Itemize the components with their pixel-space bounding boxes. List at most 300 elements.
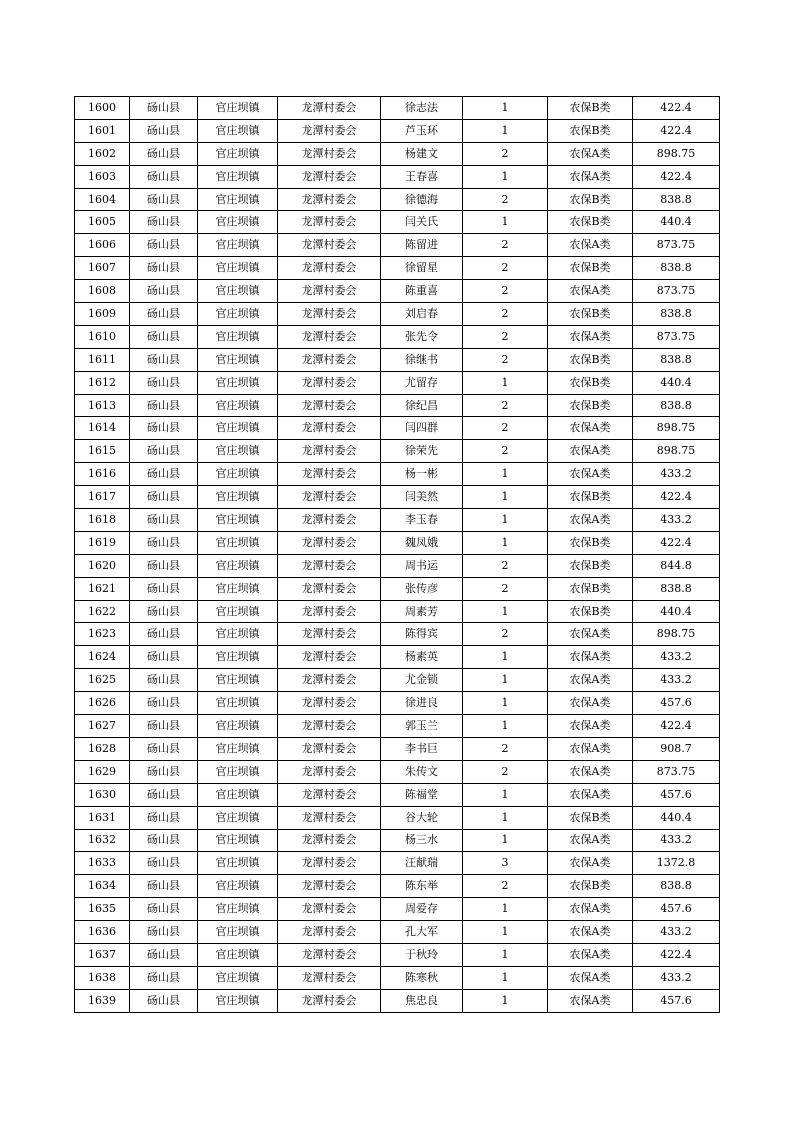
household-count-cell: 1 [463,97,548,120]
village-committee-cell: 龙潭村委会 [278,348,381,371]
insurance-type-cell: 农保A类 [548,440,633,463]
town-cell: 官庄坝镇 [198,325,278,348]
insurance-type-cell: 农保A类 [548,280,633,303]
amount-cell: 898.75 [633,440,720,463]
roster-table [74,96,720,1013]
county-cell: 砀山县 [130,325,198,348]
name-cell: 郭玉兰 [381,715,463,738]
table-row [75,119,720,142]
row-number-cell: 1604 [75,188,130,211]
village-committee-cell: 龙潭村委会 [278,119,381,142]
county-cell: 砀山县 [130,715,198,738]
row-number-cell: 1601 [75,119,130,142]
row-number-cell: 1614 [75,417,130,440]
amount-cell: 440.4 [633,806,720,829]
town-cell: 官庄坝镇 [198,669,278,692]
village-committee-cell: 龙潭村委会 [278,921,381,944]
amount-cell: 440.4 [633,600,720,623]
household-count-cell: 2 [463,440,548,463]
village-committee-cell: 龙潭村委会 [278,280,381,303]
amount-cell: 844.8 [633,554,720,577]
table-row [75,486,720,509]
household-count-cell: 1 [463,829,548,852]
insurance-type-cell: 农保A类 [548,325,633,348]
village-committee-cell: 龙潭村委会 [278,394,381,417]
row-number-cell: 1631 [75,806,130,829]
row-number-cell: 1636 [75,921,130,944]
name-cell: 陈东举 [381,875,463,898]
name-cell: 徐纪昌 [381,394,463,417]
village-committee-cell: 龙潭村委会 [278,417,381,440]
table-row [75,463,720,486]
village-committee-cell: 龙潭村委会 [278,989,381,1012]
town-cell: 官庄坝镇 [198,188,278,211]
table-row [75,531,720,554]
amount-cell: 873.75 [633,234,720,257]
amount-cell: 1372.8 [633,852,720,875]
table-row [75,142,720,165]
village-committee-cell: 龙潭村委会 [278,577,381,600]
amount-cell: 422.4 [633,119,720,142]
household-count-cell: 2 [463,760,548,783]
town-cell: 官庄坝镇 [198,440,278,463]
household-count-cell: 2 [463,394,548,417]
row-number-cell: 1618 [75,509,130,532]
village-committee-cell: 龙潭村委会 [278,783,381,806]
insurance-type-cell: 农保A类 [548,692,633,715]
insurance-type-cell: 农保A类 [548,142,633,165]
town-cell: 官庄坝镇 [198,486,278,509]
amount-cell: 422.4 [633,165,720,188]
village-committee-cell: 龙潭村委会 [278,188,381,211]
insurance-type-cell: 农保B类 [548,531,633,554]
name-cell: 张先令 [381,325,463,348]
name-cell: 陈得宾 [381,623,463,646]
town-cell: 官庄坝镇 [198,715,278,738]
household-count-cell: 1 [463,921,548,944]
table-row [75,394,720,417]
household-count-cell: 1 [463,898,548,921]
name-cell: 杨素英 [381,646,463,669]
table-row [75,921,720,944]
household-count-cell: 2 [463,577,548,600]
name-cell: 徐荣先 [381,440,463,463]
row-number-cell: 1616 [75,463,130,486]
insurance-type-cell: 农保B类 [548,875,633,898]
household-count-cell: 2 [463,257,548,280]
table-row [75,715,720,738]
name-cell: 焦忠良 [381,989,463,1012]
row-number-cell: 1620 [75,554,130,577]
household-count-cell: 1 [463,165,548,188]
table-row [75,692,720,715]
county-cell: 砀山县 [130,921,198,944]
table-row [75,943,720,966]
row-number-cell: 1617 [75,486,130,509]
insurance-type-cell: 农保B类 [548,119,633,142]
county-cell: 砀山县 [130,531,198,554]
table-body [75,97,720,1013]
insurance-type-cell: 农保A类 [548,760,633,783]
row-number-cell: 1624 [75,646,130,669]
table-row [75,852,720,875]
insurance-type-cell: 农保A类 [548,165,633,188]
town-cell: 官庄坝镇 [198,600,278,623]
town-cell: 官庄坝镇 [198,921,278,944]
insurance-type-cell: 农保B类 [548,806,633,829]
county-cell: 砀山县 [130,875,198,898]
row-number-cell: 1612 [75,371,130,394]
village-committee-cell: 龙潭村委会 [278,234,381,257]
town-cell: 官庄坝镇 [198,394,278,417]
name-cell: 王春喜 [381,165,463,188]
insurance-type-cell: 农保B类 [548,486,633,509]
county-cell: 砀山县 [130,280,198,303]
county-cell: 砀山县 [130,989,198,1012]
name-cell: 徐德海 [381,188,463,211]
household-count-cell: 1 [463,119,548,142]
village-committee-cell: 龙潭村委会 [278,486,381,509]
village-committee-cell: 龙潭村委会 [278,646,381,669]
town-cell: 官庄坝镇 [198,760,278,783]
insurance-type-cell: 农保A类 [548,989,633,1012]
amount-cell: 457.6 [633,989,720,1012]
name-cell: 芦玉环 [381,119,463,142]
county-cell: 砀山县 [130,234,198,257]
village-committee-cell: 龙潭村委会 [278,737,381,760]
table-row [75,165,720,188]
table-row [75,554,720,577]
amount-cell: 908.7 [633,737,720,760]
insurance-type-cell: 农保A类 [548,463,633,486]
name-cell: 徐继书 [381,348,463,371]
insurance-type-cell: 农保B类 [548,371,633,394]
row-number-cell: 1634 [75,875,130,898]
row-number-cell: 1606 [75,234,130,257]
table-row [75,371,720,394]
insurance-type-cell: 农保A类 [548,623,633,646]
name-cell: 闫美然 [381,486,463,509]
row-number-cell: 1607 [75,257,130,280]
insurance-type-cell: 农保A类 [548,234,633,257]
amount-cell: 838.8 [633,188,720,211]
insurance-type-cell: 农保A类 [548,783,633,806]
amount-cell: 898.75 [633,623,720,646]
row-number-cell: 1610 [75,325,130,348]
row-number-cell: 1611 [75,348,130,371]
amount-cell: 873.75 [633,280,720,303]
insurance-type-cell: 农保B类 [548,348,633,371]
household-count-cell: 1 [463,669,548,692]
amount-cell: 433.2 [633,646,720,669]
row-number-cell: 1605 [75,211,130,234]
town-cell: 官庄坝镇 [198,989,278,1012]
table-row [75,417,720,440]
name-cell: 徐志法 [381,97,463,120]
row-number-cell: 1630 [75,783,130,806]
town-cell: 官庄坝镇 [198,371,278,394]
name-cell: 汪献瑞 [381,852,463,875]
table-row [75,966,720,989]
amount-cell: 838.8 [633,875,720,898]
household-count-cell: 1 [463,486,548,509]
amount-cell: 433.2 [633,509,720,532]
town-cell: 官庄坝镇 [198,348,278,371]
town-cell: 官庄坝镇 [198,806,278,829]
household-count-cell: 2 [463,142,548,165]
table-row [75,875,720,898]
amount-cell: 873.75 [633,760,720,783]
household-count-cell: 2 [463,303,548,326]
town-cell: 官庄坝镇 [198,852,278,875]
insurance-type-cell: 农保A类 [548,852,633,875]
town-cell: 官庄坝镇 [198,165,278,188]
table-row [75,188,720,211]
name-cell: 徐留星 [381,257,463,280]
village-committee-cell: 龙潭村委会 [278,875,381,898]
table-row [75,234,720,257]
household-count-cell: 1 [463,211,548,234]
town-cell: 官庄坝镇 [198,577,278,600]
amount-cell: 440.4 [633,211,720,234]
village-committee-cell: 龙潭村委会 [278,325,381,348]
amount-cell: 838.8 [633,577,720,600]
name-cell: 于秋玲 [381,943,463,966]
county-cell: 砀山县 [130,394,198,417]
table-row [75,325,720,348]
household-count-cell: 1 [463,806,548,829]
name-cell: 徐进良 [381,692,463,715]
town-cell: 官庄坝镇 [198,646,278,669]
table-row [75,348,720,371]
table-row [75,577,720,600]
household-count-cell: 2 [463,623,548,646]
row-number-cell: 1622 [75,600,130,623]
village-committee-cell: 龙潭村委会 [278,669,381,692]
amount-cell: 422.4 [633,97,720,120]
county-cell: 砀山县 [130,806,198,829]
county-cell: 砀山县 [130,829,198,852]
village-committee-cell: 龙潭村委会 [278,440,381,463]
village-committee-cell: 龙潭村委会 [278,463,381,486]
household-count-cell: 2 [463,737,548,760]
name-cell: 陈重喜 [381,280,463,303]
amount-cell: 838.8 [633,257,720,280]
town-cell: 官庄坝镇 [198,692,278,715]
name-cell: 谷大轮 [381,806,463,829]
town-cell: 官庄坝镇 [198,623,278,646]
name-cell: 张传彦 [381,577,463,600]
county-cell: 砀山县 [130,577,198,600]
village-committee-cell: 龙潭村委会 [278,165,381,188]
insurance-type-cell: 农保A类 [548,898,633,921]
row-number-cell: 1627 [75,715,130,738]
town-cell: 官庄坝镇 [198,966,278,989]
household-count-cell: 2 [463,875,548,898]
town-cell: 官庄坝镇 [198,509,278,532]
village-committee-cell: 龙潭村委会 [278,142,381,165]
town-cell: 官庄坝镇 [198,257,278,280]
insurance-type-cell: 农保B类 [548,97,633,120]
insurance-type-cell: 农保A类 [548,669,633,692]
table-row [75,760,720,783]
town-cell: 官庄坝镇 [198,554,278,577]
household-count-cell: 2 [463,280,548,303]
amount-cell: 422.4 [633,943,720,966]
insurance-type-cell: 农保A类 [548,509,633,532]
household-count-cell: 1 [463,989,548,1012]
amount-cell: 433.2 [633,921,720,944]
county-cell: 砀山县 [130,211,198,234]
amount-cell: 838.8 [633,348,720,371]
village-committee-cell: 龙潭村委会 [278,371,381,394]
county-cell: 砀山县 [130,257,198,280]
county-cell: 砀山县 [130,119,198,142]
row-number-cell: 1638 [75,966,130,989]
amount-cell: 433.2 [633,669,720,692]
insurance-type-cell: 农保B类 [548,257,633,280]
table-row [75,509,720,532]
household-count-cell: 1 [463,600,548,623]
village-committee-cell: 龙潭村委会 [278,715,381,738]
household-count-cell: 1 [463,531,548,554]
table-row [75,97,720,120]
insurance-type-cell: 农保B类 [548,554,633,577]
town-cell: 官庄坝镇 [198,303,278,326]
insurance-type-cell: 农保A类 [548,646,633,669]
household-count-cell: 2 [463,554,548,577]
county-cell: 砀山县 [130,303,198,326]
county-cell: 砀山县 [130,692,198,715]
household-count-cell: 1 [463,371,548,394]
amount-cell: 898.75 [633,142,720,165]
county-cell: 砀山县 [130,440,198,463]
row-number-cell: 1621 [75,577,130,600]
county-cell: 砀山县 [130,898,198,921]
county-cell: 砀山县 [130,142,198,165]
insurance-type-cell: 农保B类 [548,600,633,623]
name-cell: 周爱存 [381,898,463,921]
row-number-cell: 1632 [75,829,130,852]
insurance-type-cell: 农保A类 [548,921,633,944]
amount-cell: 433.2 [633,829,720,852]
amount-cell: 838.8 [633,303,720,326]
county-cell: 砀山县 [130,943,198,966]
name-cell: 李书巨 [381,737,463,760]
name-cell: 魏凤娥 [381,531,463,554]
household-count-cell: 2 [463,348,548,371]
name-cell: 尤金锁 [381,669,463,692]
table-row [75,783,720,806]
amount-cell: 873.75 [633,325,720,348]
row-number-cell: 1629 [75,760,130,783]
village-committee-cell: 龙潭村委会 [278,943,381,966]
amount-cell: 838.8 [633,394,720,417]
county-cell: 砀山县 [130,165,198,188]
county-cell: 砀山县 [130,554,198,577]
county-cell: 砀山县 [130,348,198,371]
amount-cell: 422.4 [633,486,720,509]
town-cell: 官庄坝镇 [198,737,278,760]
insurance-type-cell: 农保B类 [548,577,633,600]
village-committee-cell: 龙潭村委会 [278,554,381,577]
amount-cell: 422.4 [633,531,720,554]
county-cell: 砀山县 [130,509,198,532]
village-committee-cell: 龙潭村委会 [278,829,381,852]
table-row [75,623,720,646]
name-cell: 周书运 [381,554,463,577]
name-cell: 刘启春 [381,303,463,326]
county-cell: 砀山县 [130,783,198,806]
row-number-cell: 1623 [75,623,130,646]
household-count-cell: 1 [463,463,548,486]
household-count-cell: 1 [463,783,548,806]
row-number-cell: 1626 [75,692,130,715]
insurance-type-cell: 农保A类 [548,417,633,440]
village-committee-cell: 龙潭村委会 [278,97,381,120]
town-cell: 官庄坝镇 [198,97,278,120]
county-cell: 砀山县 [130,371,198,394]
village-committee-cell: 龙潭村委会 [278,600,381,623]
row-number-cell: 1639 [75,989,130,1012]
village-committee-cell: 龙潭村委会 [278,966,381,989]
table-row [75,211,720,234]
name-cell: 闫关氏 [381,211,463,234]
town-cell: 官庄坝镇 [198,142,278,165]
county-cell: 砀山县 [130,600,198,623]
row-number-cell: 1628 [75,737,130,760]
household-count-cell: 2 [463,417,548,440]
county-cell: 砀山县 [130,623,198,646]
county-cell: 砀山县 [130,852,198,875]
name-cell: 陈福堂 [381,783,463,806]
row-number-cell: 1619 [75,531,130,554]
name-cell: 杨建文 [381,142,463,165]
county-cell: 砀山县 [130,188,198,211]
table-row [75,303,720,326]
household-count-cell: 1 [463,692,548,715]
row-number-cell: 1609 [75,303,130,326]
village-committee-cell: 龙潭村委会 [278,257,381,280]
household-count-cell: 1 [463,943,548,966]
row-number-cell: 1608 [75,280,130,303]
county-cell: 砀山县 [130,97,198,120]
table-row [75,600,720,623]
household-count-cell: 2 [463,188,548,211]
household-count-cell: 2 [463,234,548,257]
town-cell: 官庄坝镇 [198,280,278,303]
household-count-cell: 2 [463,325,548,348]
name-cell: 杨三水 [381,829,463,852]
amount-cell: 457.6 [633,898,720,921]
county-cell: 砀山县 [130,737,198,760]
household-count-cell: 1 [463,509,548,532]
table-row [75,669,720,692]
household-count-cell: 3 [463,852,548,875]
name-cell: 尤留存 [381,371,463,394]
village-committee-cell: 龙潭村委会 [278,806,381,829]
table-row [75,989,720,1012]
town-cell: 官庄坝镇 [198,463,278,486]
village-committee-cell: 龙潭村委会 [278,303,381,326]
town-cell: 官庄坝镇 [198,829,278,852]
county-cell: 砀山县 [130,417,198,440]
town-cell: 官庄坝镇 [198,417,278,440]
table-row [75,646,720,669]
amount-cell: 422.4 [633,715,720,738]
row-number-cell: 1600 [75,97,130,120]
town-cell: 官庄坝镇 [198,119,278,142]
